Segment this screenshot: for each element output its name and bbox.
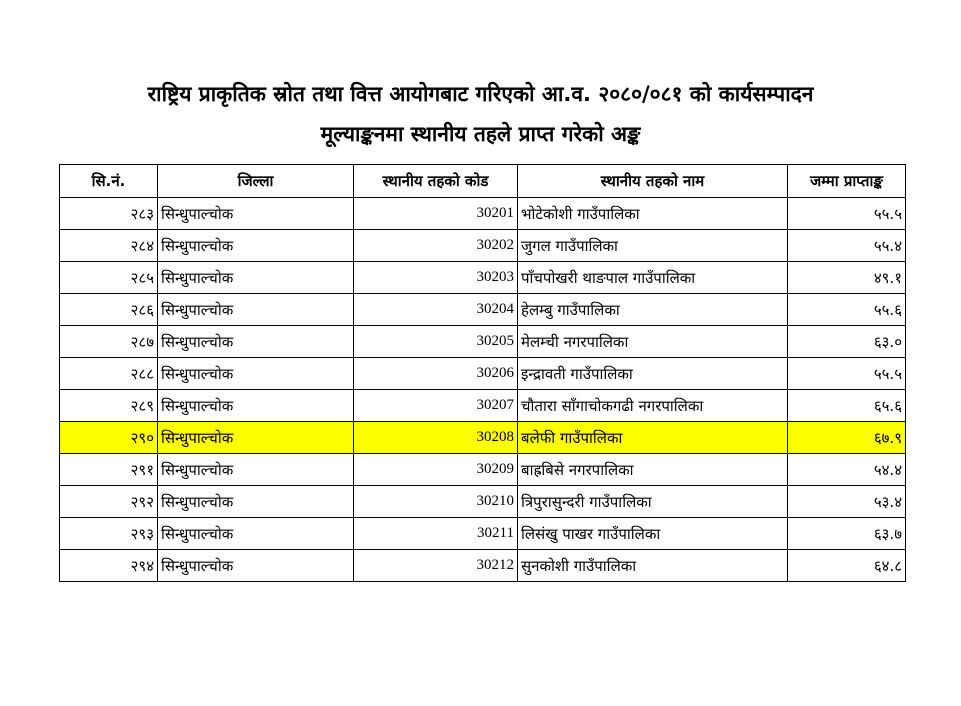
cell-code: 30212 <box>354 550 518 582</box>
cell-score: ५४.४ <box>788 454 906 486</box>
cell-local-level-name: लिसंखु पाखर गाउँपालिका <box>518 518 788 550</box>
header-total-score: जम्मा प्राप्ताङ्क <box>788 165 906 198</box>
cell-code: 30208 <box>354 422 518 454</box>
cell-district: सिन्धुपाल्चोक <box>158 390 354 422</box>
cell-serial-number: २९४ <box>60 550 158 582</box>
cell-local-level-name: पाँचपोखरी थाङपाल गाउँपालिका <box>518 262 788 294</box>
cell-local-level-name: बाह्रबिसे नगरपालिका <box>518 454 788 486</box>
cell-code: 30207 <box>354 390 518 422</box>
cell-score: ५५.६ <box>788 294 906 326</box>
header-district: जिल्ला <box>158 165 354 198</box>
cell-code: 30203 <box>354 262 518 294</box>
table-row <box>60 294 906 326</box>
cell-local-level-name: चौतारा साँगाचोकगढी नगरपालिका <box>518 390 788 422</box>
table-header-row <box>60 165 906 198</box>
cell-score: ४९.१ <box>788 262 906 294</box>
table-row <box>60 454 906 486</box>
table-row <box>60 518 906 550</box>
cell-district: सिन्धुपाल्चोक <box>158 550 354 582</box>
cell-local-level-name: त्रिपुरासुन्दरी गाउँपालिका <box>518 486 788 518</box>
cell-score: ६३.० <box>788 326 906 358</box>
cell-score: ६७.९ <box>788 422 906 454</box>
cell-district: सिन्धुपाल्चोक <box>158 454 354 486</box>
cell-serial-number: २८६ <box>60 294 158 326</box>
cell-code: 30209 <box>354 454 518 486</box>
header-serial-number: सि.नं. <box>60 165 158 198</box>
cell-local-level-name: भोटेकोशी गाउँपालिका <box>518 198 788 230</box>
cell-score: ६४.८ <box>788 550 906 582</box>
cell-serial-number: २८७ <box>60 326 158 358</box>
document-title-line-2: मूल्याङ्कनमा स्थानीय तहले प्राप्त गरेको अङ्क <box>320 122 641 146</box>
header-local-level-code: स्थानीय तहको कोड <box>354 165 518 198</box>
cell-local-level-name: मेलम्ची नगरपालिका <box>518 326 788 358</box>
cell-code: 30202 <box>354 230 518 262</box>
cell-code: 30210 <box>354 486 518 518</box>
table-row <box>60 390 906 422</box>
cell-serial-number: २९० <box>60 422 158 454</box>
cell-serial-number: २८५ <box>60 262 158 294</box>
table-row <box>60 326 906 358</box>
cell-local-level-name: बलेफी गाउँपालिका <box>518 422 788 454</box>
cell-district: सिन्धुपाल्चोक <box>158 294 354 326</box>
cell-district: सिन्धुपाल्चोक <box>158 262 354 294</box>
cell-serial-number: २९२ <box>60 486 158 518</box>
scores-table <box>59 164 906 582</box>
cell-score: ५५.४ <box>788 230 906 262</box>
cell-score: ५५.५ <box>788 198 906 230</box>
cell-district: सिन्धुपाल्चोक <box>158 326 354 358</box>
cell-score: ६५.६ <box>788 390 906 422</box>
cell-score: ५३.४ <box>788 486 906 518</box>
cell-serial-number: २८८ <box>60 358 158 390</box>
cell-code: 30204 <box>354 294 518 326</box>
cell-local-level-name: जुगल गाउँपालिका <box>518 230 788 262</box>
cell-local-level-name: इन्द्रावती गाउँपालिका <box>518 358 788 390</box>
cell-serial-number: २९३ <box>60 518 158 550</box>
cell-code: 30211 <box>354 518 518 550</box>
document-title-line-1: राष्ट्रिय प्राकृतिक स्रोत तथा वित्त आयोगबाट गरिएको आ.व. २०८०/०८१ को कार्यसम्पादन <box>147 82 814 106</box>
cell-code: 30205 <box>354 326 518 358</box>
cell-serial-number: २८४ <box>60 230 158 262</box>
cell-district: सिन्धुपाल्चोक <box>158 198 354 230</box>
cell-code: 30201 <box>354 198 518 230</box>
cell-serial-number: २९१ <box>60 454 158 486</box>
cell-score: ५५.५ <box>788 358 906 390</box>
table-row <box>60 358 906 390</box>
cell-district: सिन्धुपाल्चोक <box>158 230 354 262</box>
cell-district: सिन्धुपाल्चोक <box>158 518 354 550</box>
table-row <box>60 198 906 230</box>
cell-district: सिन्धुपाल्चोक <box>158 358 354 390</box>
header-local-level-name: स्थानीय तहको नाम <box>518 165 788 198</box>
cell-district: सिन्धुपाल्चोक <box>158 486 354 518</box>
cell-serial-number: २८९ <box>60 390 158 422</box>
cell-local-level-name: हेलम्बु गाउँपालिका <box>518 294 788 326</box>
table-row-highlighted <box>60 422 906 454</box>
cell-serial-number: २८३ <box>60 198 158 230</box>
table-row <box>60 486 906 518</box>
table-row <box>60 262 906 294</box>
table-row <box>60 230 906 262</box>
cell-district: सिन्धुपाल्चोक <box>158 422 354 454</box>
table-row <box>60 550 906 582</box>
cell-code: 30206 <box>354 358 518 390</box>
cell-score: ६३.७ <box>788 518 906 550</box>
cell-local-level-name: सुनकोशी गाउँपालिका <box>518 550 788 582</box>
